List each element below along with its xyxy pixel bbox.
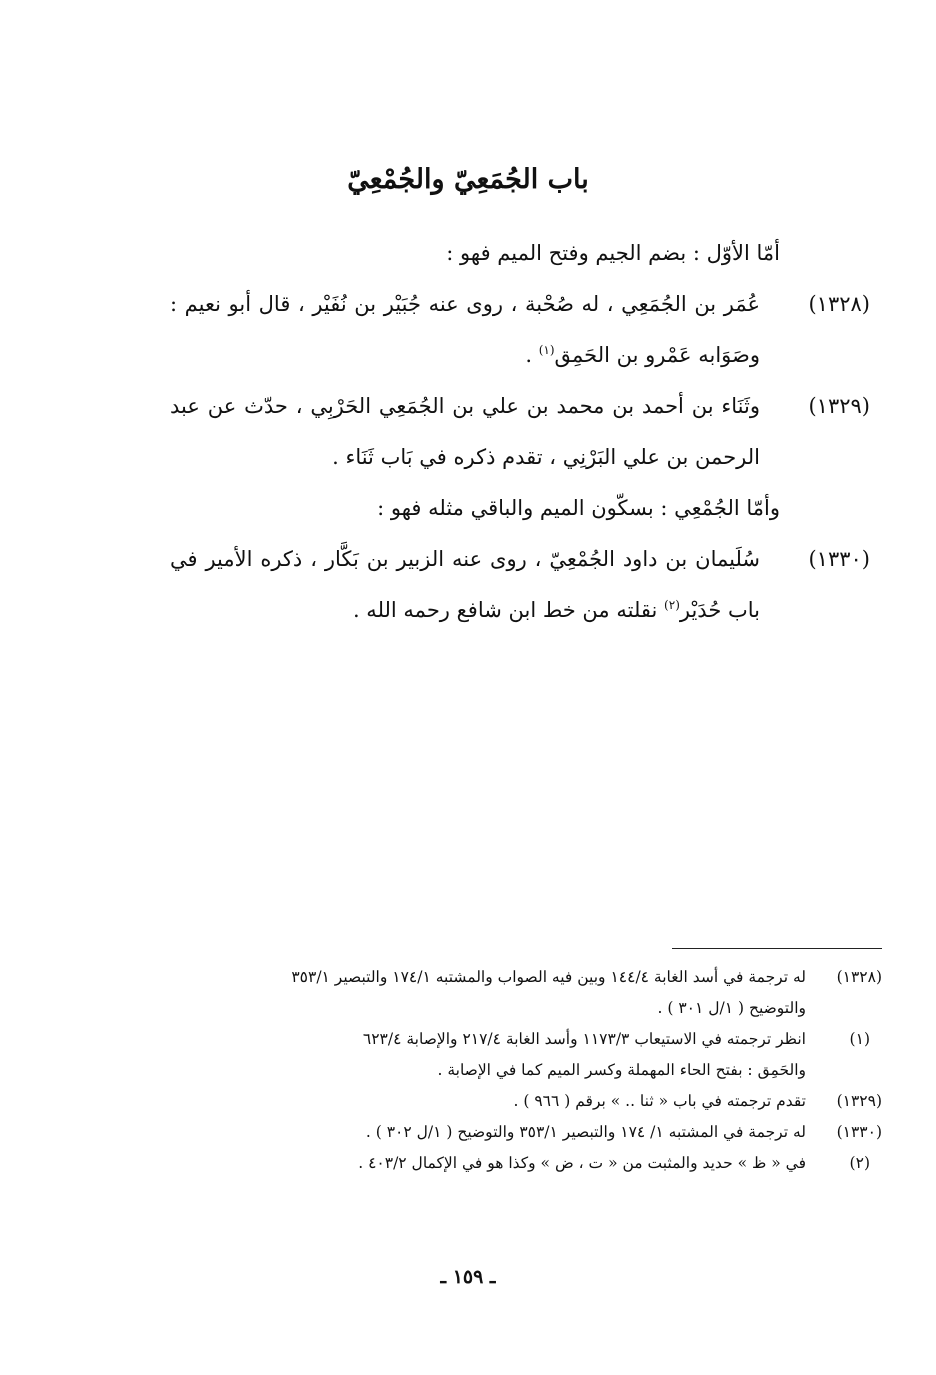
entry-text-part: وثَنَاء بن أحمد بن محمد بن علي بن الجُمَعِي الحَرْبِي ، حدّث عن عبد الرحمن بن علي البَرْنِي ، تقدم ذكره في بَاب ثَنَاء . (170, 394, 760, 469)
footnote-text: تقدم ترجمته في باب « ثنا .. » برقم ( ٩٦٦ ) . (513, 1092, 806, 1110)
footnote-text-continuation: والحَمِق : بفتح الحاء المهملة وكسر الميم كما في الإصابة . (437, 1061, 806, 1079)
subheading-second: وأمّا الجُمْعِي : بسكّون الميم والباقي مثله فهو : (377, 496, 780, 520)
footnote-text: في « ظ » حديد والمثبت من « ت ، ض » وكذا هو في الإكمال ٤٠٣/٢ . (358, 1154, 806, 1172)
footnote-1 (137, 1024, 882, 1055)
subheading-first: أمّا الأوّل : بضم الجيم وفتح الميم فهو : (446, 241, 780, 265)
chapter-title: باب الجُمَعِيّ والجُمْعِيّ (347, 164, 589, 195)
footnote-1329 (137, 1086, 882, 1117)
entry-text-part: عُمَر بن الجُمَعِي ، له صُحْبة ، روى عنه جُبَيْر بن نُفَيْر ، قال أبو نعيم : وصَوَابه عَمْرو بن الحَمِق (170, 292, 760, 367)
entry-1328 (170, 279, 870, 381)
footnote-number: (١) (849, 1030, 870, 1048)
entry-text-part: . (525, 343, 539, 367)
footnote-number: (١٣٣٠) (836, 1123, 882, 1141)
entry-1330 (170, 534, 870, 636)
footnote-1328 (137, 962, 882, 993)
entry-text-part: نقلته من خط ابن شافع رحمه الله . (352, 598, 665, 622)
main-text (170, 228, 870, 636)
entry-text (170, 279, 760, 381)
entry-text (170, 534, 760, 636)
footnote-ref: (١) (538, 343, 555, 357)
entry-number: (١٣٢٨) (808, 292, 870, 316)
entry-number: (١٣٣٠) (808, 547, 870, 571)
footnotes (137, 962, 882, 1179)
footnote-number: (١٣٢٨) (836, 968, 882, 986)
footnote-text-continuation: والتوضيح ( ١/ل ٣٠١ ) . (657, 999, 806, 1017)
entry-number: (١٣٢٩) (808, 394, 870, 418)
entry-text-part: سُلَيمان بن داود الجُمْعِيّ ، روى عنه الزبير بن بَكَّار ، ذكره الأمير في باب حُدَيْر (170, 547, 760, 622)
footnote-number: (٢) (849, 1154, 870, 1172)
footnote-1330 (137, 1117, 882, 1148)
entry-text (170, 381, 760, 483)
footnote-text: له ترجمة في المشتبه ١/ ١٧٤ والتبصير ٣٥٣/١ والتوضيح ( ١/ل ٣٠٢ ) . (365, 1123, 806, 1141)
footnote-number: (١٣٢٩) (836, 1092, 882, 1110)
footnote-divider (672, 948, 882, 949)
footnote-text: انظر ترجمته في الاستيعاب ١١٧٣/٣ وأسد الغابة ٢١٧/٤ والإصابة ٦٢٣/٤ (362, 1030, 806, 1048)
footnote-ref: (٢) (664, 598, 680, 612)
entry-1329 (170, 381, 870, 483)
footnote-2 (137, 1148, 882, 1179)
page-number: ـ ١٥٩ ـ (440, 1266, 496, 1288)
footnote-text: له ترجمة في أسد الغابة ١٤٤/٤ وبين فيه الصواب والمشتبه ١٧٤/١ والتبصير ٣٥٣/١ (291, 968, 806, 986)
